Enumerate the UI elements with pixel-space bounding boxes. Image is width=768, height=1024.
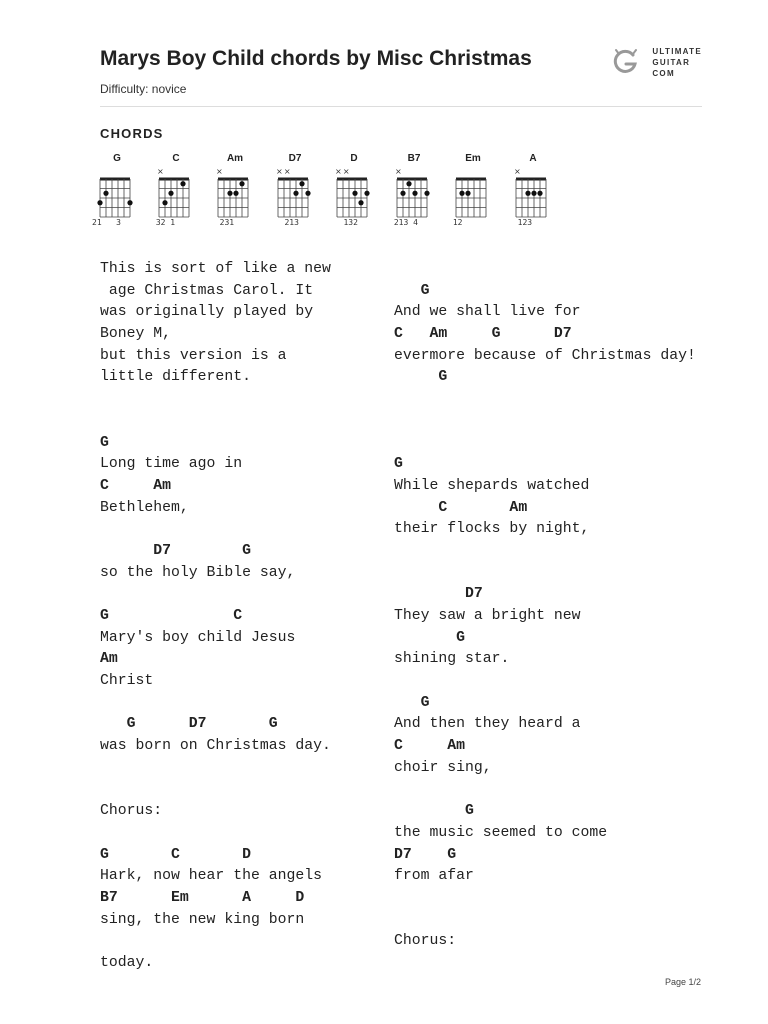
chord-line: G: [394, 694, 430, 711]
lyrics-column-left: [100, 259, 331, 975]
muted-string-markers: ×: [216, 167, 224, 176]
chord-name: B7: [407, 153, 421, 164]
blank-line: [394, 433, 696, 455]
fretboard-grid: [270, 166, 320, 218]
logo-line-1: ULTIMATE: [652, 46, 702, 56]
chord-diagram-em: [448, 153, 498, 233]
finger-numbers: 12: [448, 218, 463, 227]
chord-line: B7 Em A D: [100, 889, 305, 906]
finger-dot: [97, 200, 102, 205]
chord-diagram-c: [151, 153, 201, 233]
finger-dot: [293, 191, 298, 196]
finger-dot: [227, 191, 232, 196]
finger-dot: [459, 191, 464, 196]
lyric-line: Boney M,: [100, 326, 172, 343]
chord-name: A: [529, 153, 537, 164]
lyric-line: today.: [100, 955, 154, 971]
finger-dot: [412, 191, 417, 196]
lyric-line: They saw a bright new: [394, 608, 581, 624]
chord-line: D7: [394, 586, 483, 603]
finger-numbers: 213: [270, 218, 299, 227]
fretboard-grid: [151, 166, 201, 218]
finger-dot: [180, 181, 185, 186]
fretboard-grid: [329, 166, 379, 218]
chord-name: Em: [465, 153, 481, 164]
blank-line: [394, 780, 696, 802]
blank-line: [394, 910, 696, 932]
nut: [456, 178, 486, 181]
blank-line: [100, 780, 331, 802]
ultimate-guitar-logo: [608, 44, 702, 80]
finger-numbers: 123: [508, 218, 533, 227]
nut: [218, 178, 248, 181]
fretboard-grid: [508, 166, 558, 218]
page-number: Page 1/2: [664, 977, 701, 987]
page-header: [100, 44, 702, 96]
lyric-line: their flocks by night,: [394, 521, 590, 538]
chord-line: G: [394, 803, 474, 820]
nut: [278, 178, 308, 181]
artist-name: Misc Christmas: [376, 47, 532, 70]
lyric-line: age Christmas Carol. It: [100, 282, 314, 299]
finger-numbers: 21 3: [92, 218, 121, 227]
lyric-line: but this version is a: [100, 347, 287, 364]
fretboard-grid: [448, 166, 498, 218]
finger-dot: [168, 191, 173, 196]
chord-line: G: [100, 434, 109, 451]
finger-numbers: 213 4: [389, 218, 418, 227]
fretboard-grid: [210, 166, 260, 218]
blank-line: [394, 541, 696, 563]
chord-line: C Am: [394, 499, 528, 516]
chord-line: C Am G D7: [394, 326, 572, 343]
lyric-line: And we shall live for: [394, 304, 581, 321]
chord-line: D7 G: [394, 846, 457, 863]
chord-diagram-b7: [389, 153, 439, 233]
blank-line: [100, 931, 331, 953]
chord-line: Am: [100, 651, 118, 668]
nut: [516, 178, 546, 181]
lyric-line: This is sort of like a new: [100, 261, 331, 277]
blank-line: [100, 519, 331, 541]
blank-line: [394, 888, 696, 910]
muted-string-markers: ×: [395, 167, 403, 176]
chord-line: G C: [100, 608, 243, 624]
finger-dot: [400, 191, 405, 196]
nut: [100, 178, 130, 181]
lyric-line: sing, the new king born: [100, 911, 305, 928]
lyric-line: Bethlehem,: [100, 499, 189, 516]
chord-name: Am: [226, 153, 244, 164]
chord-name: D: [350, 153, 358, 164]
fretboard-grid: [389, 166, 439, 218]
lyrics-column-right: [394, 259, 696, 953]
finger-dot: [525, 191, 530, 196]
finger-dot: [103, 191, 108, 196]
lyric-line: so the holy Bible say,: [100, 564, 296, 581]
fretboard-grid: [92, 166, 142, 218]
finger-dot: [424, 191, 429, 196]
logo-line-3: COM: [652, 68, 675, 78]
lyric-line: Hark, now hear the angels: [100, 868, 322, 885]
lyric-line: Chorus:: [100, 803, 163, 820]
finger-dot: [305, 191, 310, 196]
chord-diagram-g: [92, 153, 142, 233]
finger-dot: [531, 191, 536, 196]
lyric-line: evermore because of Christmas day!: [394, 347, 696, 364]
logo-wordmark: [652, 46, 702, 79]
lyric-line: was originally played by: [100, 304, 314, 321]
muted-string-markers: ×: [514, 167, 522, 176]
chord-line: G: [394, 629, 466, 646]
chord-diagram-a: [508, 153, 558, 233]
blank-line: [100, 758, 331, 780]
blank-line: [394, 671, 696, 693]
chord-line: C Am: [394, 738, 466, 755]
lyric-line: Mary's boy child Jesus: [100, 629, 296, 646]
difficulty-label: Difficulty: novice: [100, 82, 187, 96]
lyric-line: While shepards watched: [394, 477, 590, 494]
finger-dot: [352, 191, 357, 196]
finger-dot: [537, 191, 542, 196]
logo-line-2: GUITAR: [652, 57, 691, 67]
lyric-line: was born on Christmas day.: [100, 738, 331, 755]
blank-line: [394, 259, 696, 281]
header-divider: [100, 106, 702, 107]
lyric-line: And then they heard a: [394, 716, 581, 733]
title-prefix: Marys Boy Child chords by: [100, 47, 377, 70]
muted-string-markers: ××: [335, 167, 351, 176]
blank-line: [394, 563, 696, 585]
chord-line: G D7 G: [100, 716, 278, 733]
finger-numbers: 231: [210, 218, 235, 227]
blank-line: [100, 389, 331, 411]
chord-diagram-am: [210, 153, 260, 233]
nut: [397, 178, 427, 181]
chord-diagram-d: [329, 153, 379, 233]
finger-dot: [233, 191, 238, 196]
chord-name: G: [113, 153, 121, 164]
nut: [337, 178, 367, 181]
finger-dot: [358, 200, 363, 205]
muted-string-markers: ×: [157, 167, 165, 176]
lyric-line: Christ: [100, 673, 154, 690]
lyric-line: little different.: [100, 369, 251, 386]
chord-line: G: [394, 282, 430, 299]
chord-name: D7: [288, 153, 302, 164]
finger-dot: [239, 181, 244, 186]
finger-dot: [364, 191, 369, 196]
chord-line: G: [394, 369, 448, 386]
blank-line: [100, 584, 331, 606]
chord-diagram-d7: [270, 153, 320, 233]
chord-name: C: [172, 153, 180, 164]
finger-dot: [299, 181, 304, 186]
lyric-line: the music seemed to come: [394, 824, 608, 841]
muted-string-markers: ××: [276, 167, 292, 176]
finger-numbers: 32 1: [151, 218, 176, 227]
lyric-line: from afar: [394, 868, 474, 885]
blank-line: [394, 389, 696, 411]
chord-line: G: [394, 456, 403, 473]
chord-line: G C D: [100, 846, 251, 863]
lyric-line: choir sing,: [394, 759, 492, 776]
chords-heading: CHORDS: [100, 126, 164, 141]
finger-numbers: 132: [329, 218, 358, 227]
finger-dot: [465, 191, 470, 196]
blank-line: [100, 693, 331, 715]
lyric-line: Long time ago in: [100, 456, 243, 473]
lyric-line: shining star.: [394, 651, 510, 668]
lyric-line: Chorus:: [394, 933, 457, 950]
blank-line: [100, 823, 331, 845]
blank-line: [394, 411, 696, 433]
ug-logo-icon: [608, 44, 644, 80]
finger-dot: [127, 200, 132, 205]
finger-dot: [162, 200, 167, 205]
chord-line: D7 G: [100, 542, 251, 559]
chord-line: C Am: [100, 477, 172, 494]
finger-dot: [406, 181, 411, 186]
nut: [159, 178, 189, 181]
blank-line: [100, 411, 331, 433]
